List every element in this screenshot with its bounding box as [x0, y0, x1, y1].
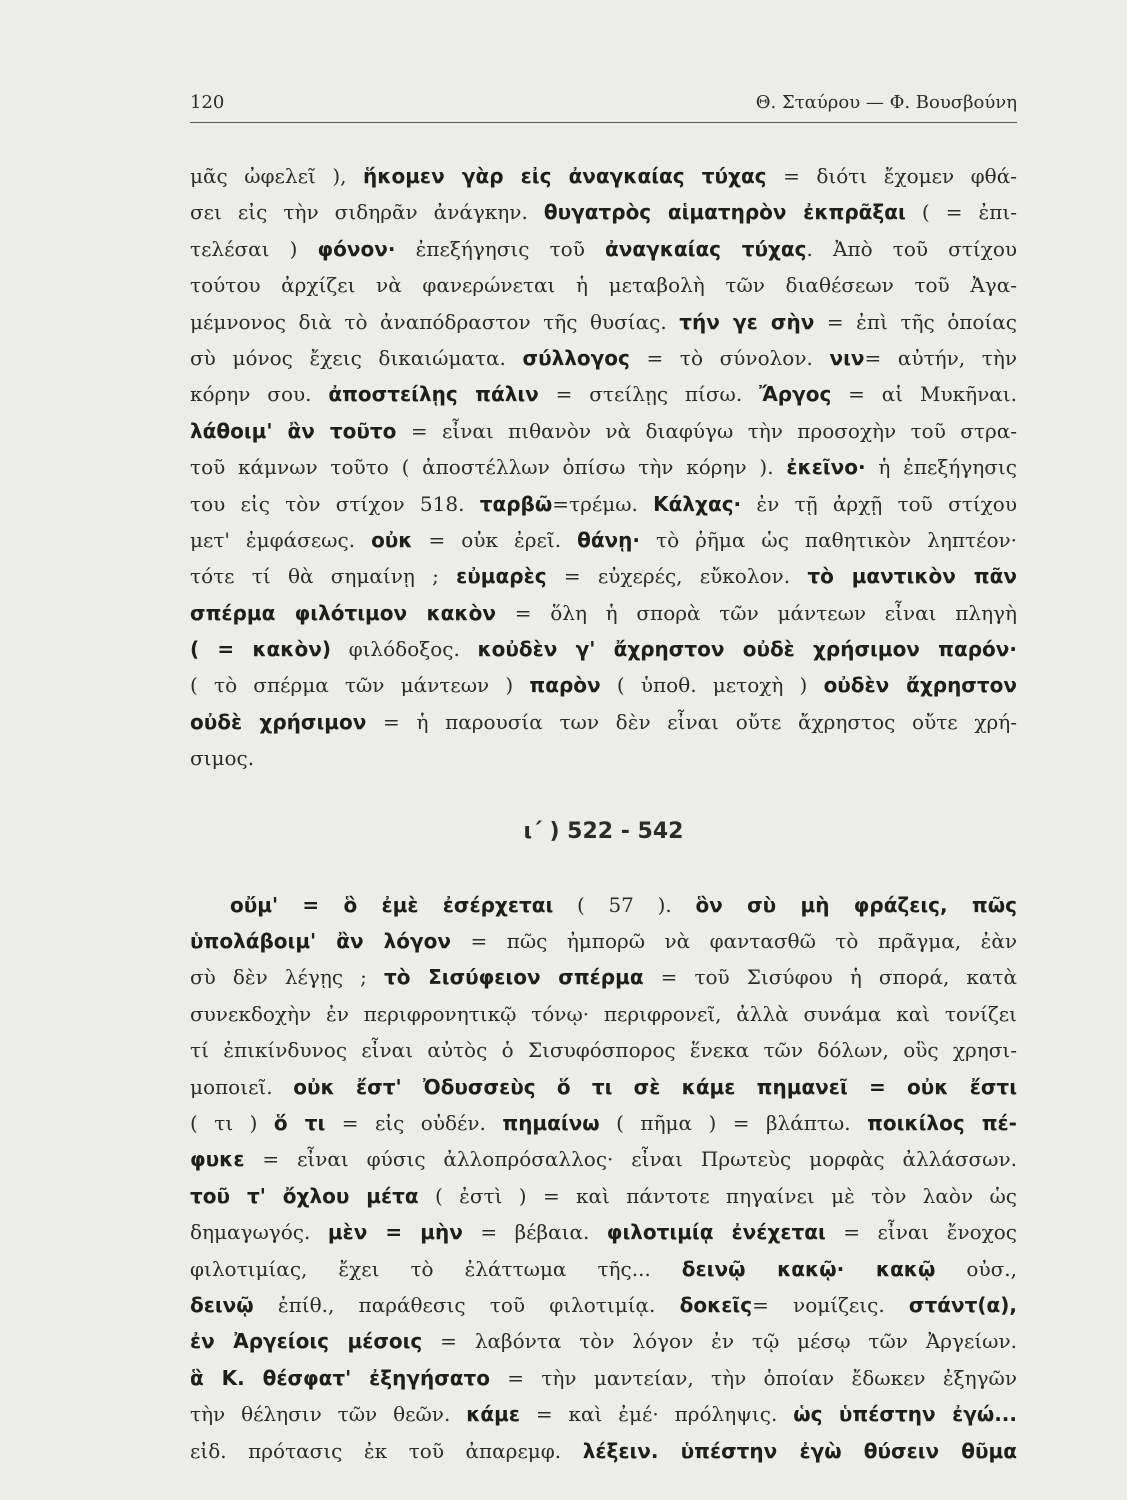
text-line: [190, 522, 1017, 558]
text-line: [190, 704, 1017, 740]
text-line: [190, 194, 1017, 230]
lemma-bold: ὃν σὺ μὴ φράζεις, πῶς: [695, 892, 1017, 917]
gloss-text: φιλοτιμίας, ἔχει τὸ ἐλάττωμα τῆς...: [190, 1256, 682, 1281]
text-line: [190, 595, 1017, 631]
lemma-bold: ἃ Κ. θέσφατ' ἐξηγήσατο: [190, 1365, 491, 1390]
paragraph-commentary-2: [190, 887, 1017, 1469]
gloss-text: = καὶ ἐμέ· πρόληψις.: [520, 1402, 794, 1427]
lemma-bold: πημαίνω: [502, 1110, 600, 1135]
text-line: [190, 887, 1017, 923]
gloss-text: σὺ μόνος ἔχεις δικαιώματα.: [190, 345, 523, 370]
text-line: [190, 304, 1017, 340]
page-number: 120: [190, 92, 225, 113]
gloss-text: σιμος.: [190, 746, 255, 771]
gloss-text: μᾶς ὠφελεῖ ),: [190, 164, 364, 188]
gloss-text: ( ἐστὶ ) = καὶ πάντοτε πηγαίνει μὲ τὸν λαὸν ὡς: [418, 1183, 1017, 1208]
gloss-text: τὸ ῥῆμα ὡς παθητικὸν ληπτέον·: [640, 527, 1017, 552]
gloss-text: = ὅλη ἡ σπορὰ τῶν μάντεων εἶναι πληγὴ: [496, 600, 1017, 625]
text-line: [190, 631, 1017, 667]
gloss-text: ἐν τῇ ἀρχῇ τοῦ στίχου: [741, 491, 1017, 516]
text-line: [190, 413, 1017, 449]
section-title: ι΄ ) 522 - 542: [523, 818, 684, 844]
text-line: [190, 1032, 1017, 1068]
gloss-text: τοῦ κάμνων τοῦτο ( ἀποστέλλων ὀπίσω τὴν κόρην ).: [190, 455, 787, 480]
gloss-text: = διότι ἔχομεν φθά-: [766, 164, 1017, 188]
lemma-bold: δοκεῖς: [679, 1292, 753, 1317]
text-line: [190, 740, 1017, 776]
lemma-bold: φυκε: [190, 1147, 245, 1172]
text-line: [190, 340, 1017, 376]
lemma-bold: δεινῷ κακῷ· κακῷ: [681, 1256, 936, 1281]
gloss-text: = εἶναι πιθανὸν νὰ διαφύγω τὴν προσοχὴν τοῦ στρα-: [396, 418, 1018, 443]
text-line: [190, 1287, 1017, 1323]
gloss-text: = εἰς οὐδέν.: [325, 1110, 503, 1135]
lemma-bold: οὐκ: [371, 527, 413, 552]
lemma-bold: ἥκομεν γὰρ εἰς ἀναγκαίας τύχας: [363, 164, 767, 188]
lemma-bold: φιλοτιμίᾳ ἐνέχεται: [606, 1220, 826, 1245]
lemma-bold: Κάλχας·: [653, 491, 742, 516]
text-line: [190, 667, 1017, 703]
lemma-bold: τὸ Σισύφειον σπέρμα: [383, 965, 644, 990]
gloss-text: ( 57 ).: [553, 892, 696, 917]
lemma-bold: λέξειν. ὑπέστην ἐγὼ θύσειν θῦμα: [582, 1438, 1017, 1463]
lemma-bold: κάμε: [466, 1402, 521, 1427]
lemma-bold: σύλλογος: [522, 345, 630, 370]
text-line: [190, 1178, 1017, 1214]
lemma-bold: τὸ μαντικὸν πᾶν: [807, 564, 1017, 589]
lemma-bold: ἐκεῖνο·: [786, 455, 866, 480]
lemma-bold: σπέρμα φιλότιμον κακὸν: [190, 600, 496, 625]
lemma-bold: ( = κακὸν): [190, 637, 331, 662]
gloss-text: = οὐκ ἐρεῖ.: [412, 527, 578, 552]
lemma-bold: ὑπολάβοιμ' ἂν λόγον: [190, 929, 452, 954]
lemma-bold: τοῦ τ' ὄχλου μέτα: [190, 1183, 419, 1208]
lemma-bold: εὐμαρὲς: [456, 564, 547, 589]
gloss-text: ἐπίθ., παράθεσις τοῦ φιλοτιμίᾳ.: [253, 1292, 680, 1317]
lemma-bold: νιν: [829, 345, 865, 370]
gloss-text: τούτου ἀρχίζει νὰ φανερώνεται ἡ μεταβολὴ τῶν διαθέσεων τοῦ Ἀγα-: [190, 273, 1017, 298]
gloss-text: ( τὸ σπέρμα τῶν μάντεων ): [190, 673, 530, 698]
gloss-text: ( τι ): [190, 1110, 274, 1135]
text-line: [190, 1323, 1017, 1359]
gloss-text: σει εἰς τὴν σιδηρᾶν ἀνάγκην.: [190, 200, 544, 225]
gloss-text: = νομίζεις.: [752, 1292, 909, 1317]
gloss-text: = στείλῃς πίσω.: [538, 382, 760, 407]
text-line: [190, 1214, 1017, 1250]
gloss-text: τί ἐπικίνδυνος εἶναι αὐτὸς ὁ Σισυφόσπορος ἕνεκα τῶν δόλων, οὓς χρησι-: [190, 1038, 1017, 1063]
text-line: [190, 158, 1017, 194]
gloss-text: φιλόδοξος.: [330, 637, 478, 662]
gloss-text: = αἱ Μυκῆναι.: [831, 382, 1017, 407]
gloss-text: ἡ ἐπεξήγησις: [865, 455, 1017, 480]
gloss-text: = εἶναι φύσις ἀλλοπρόσαλλος· εἶναι Πρωτεὺς μορφὰς ἀλλάσσων.: [244, 1147, 1017, 1172]
gloss-text: = πῶς ἠμπορῶ νὰ φαντασθῶ τὸ πρᾶγμα, ἐὰν: [451, 929, 1017, 954]
gloss-text: =τρέμω.: [552, 491, 654, 516]
text-line: [190, 449, 1017, 485]
page-header: [190, 92, 1017, 123]
text-line: [190, 1141, 1017, 1177]
gloss-text: εἰδ. πρότασις ἐκ τοῦ ἀπαρεμφ.: [190, 1438, 583, 1463]
text-line: [190, 486, 1017, 522]
lemma-bold: ποικίλος πέ-: [867, 1110, 1017, 1135]
gloss-text: συνεκδοχὴν ἐν περιφρονητικῷ τόνῳ· περιφρονεῖ, ἀλλὰ συνάμα καὶ τονίζει: [190, 1001, 1017, 1026]
lemma-bold: Ἄργος: [759, 382, 832, 407]
gloss-text: = αὐτήν, τὴν: [864, 345, 1017, 370]
text-line: [190, 1105, 1017, 1141]
gloss-text: ( = ἐπι-: [905, 200, 1018, 225]
gloss-text: ( πῆμα ) = βλάπτω.: [599, 1110, 868, 1135]
gloss-text: = βέβαια.: [462, 1220, 607, 1245]
gloss-text: κόρην σου.: [190, 382, 329, 407]
gloss-text: = τὴν μαντείαν, τὴν ὁποίαν ἔδωκεν ἐξηγῶν: [490, 1365, 1017, 1390]
gloss-text: μέμνονος διὰ τὸ ἀναπόδραστον τῆς θυσίας.: [190, 309, 680, 334]
lemma-bold: τήν γε σὴν: [679, 309, 815, 334]
gloss-text: ( ὑποθ. μετοχὴ ): [600, 673, 824, 698]
gloss-text: μετ' ἐμφάσεως.: [190, 527, 372, 552]
text-line: [190, 1433, 1017, 1469]
text-line: [190, 558, 1017, 594]
lemma-bold: ἀποστείλῃς πάλιν: [328, 382, 539, 407]
gloss-text: = ἡ παρουσία των δὲν εἶναι οὔτε ἄχρηστος οὔτε χρή-: [366, 709, 1017, 734]
lemma-bold: ὡς ὑπέστην ἐγώ...: [793, 1402, 1017, 1427]
text-line: [190, 1069, 1017, 1105]
gloss-text: σὺ δὲν λέγῃς ;: [190, 965, 384, 990]
gloss-text: του εἰς τὸν στίχον 518.: [190, 491, 480, 516]
text-body: [190, 158, 1017, 1469]
text-line: [190, 1360, 1017, 1396]
gloss-text: = ἐπὶ τῆς ὁποίας: [814, 309, 1017, 334]
lemma-bold: ὅ τι: [273, 1110, 326, 1135]
lemma-bold: μὲν = μὴν: [327, 1220, 463, 1245]
lemma-bold: κοὐδὲν γ' ἄχρηστον οὐδὲ χρήσιμον παρόν·: [477, 637, 1017, 662]
running-title: Θ. Σταύρου — Φ. Βουσβούνη: [755, 92, 1017, 113]
text-line: [190, 996, 1017, 1032]
lemma-bold: δεινῷ: [190, 1292, 254, 1317]
paragraph-commentary-1: [190, 158, 1017, 777]
lemma-bold: οὐδὲν ἄχρηστον: [823, 673, 1018, 698]
text-line: [190, 376, 1017, 412]
gloss-text: τὴν θέλησιν τῶν θεῶν.: [190, 1402, 467, 1427]
lemma-bold: λάθοιμ' ἂν τοῦτο: [190, 418, 397, 443]
lemma-bold: θάνῃ·: [577, 527, 641, 552]
text-line: [190, 267, 1017, 303]
lemma-bold: θυγατρὸς αἱματηρὸν ἐκπρᾶξαι: [543, 200, 906, 225]
gloss-text: ἐπεξήγησις τοῦ: [395, 236, 605, 261]
lemma-bold: οὐδὲ χρήσιμον: [190, 709, 367, 734]
gloss-text: τότε τί θὰ σημαίνῃ ;: [190, 564, 457, 589]
gloss-text: δημαγωγός.: [190, 1220, 328, 1245]
text-line: [190, 959, 1017, 995]
lemma-bold: στάντ(α),: [908, 1292, 1017, 1317]
gloss-text: = εὐχερές, εὔκολον.: [546, 564, 808, 589]
lemma-bold: οὐκ ἔστ' Ὀδυσσεὺς ὅ τι σὲ κάμε πημανεῖ = οὐκ ἔστι: [293, 1074, 1017, 1099]
gloss-text: τελέσαι ): [190, 236, 318, 261]
lemma-bold: ἀναγκαίας τύχας: [604, 236, 807, 261]
lemma-bold: φόνον·: [317, 236, 396, 261]
gloss-text: οὐσ.,: [935, 1256, 1017, 1281]
gloss-text: = εἶναι ἔνοχος: [825, 1220, 1018, 1245]
gloss-text: μοποιεῖ.: [190, 1074, 294, 1099]
gloss-text: . Ἀπὸ τοῦ στίχου: [806, 236, 1018, 261]
gloss-text: = τοῦ Σισύφου ἡ σπορά, κατὰ: [643, 965, 1018, 990]
lemma-bold: παρὸν: [529, 673, 601, 698]
gloss-text: = λαβόντα τὸν λόγον ἐν τῷ μέσῳ τῶν Ἀργείων.: [422, 1329, 1017, 1354]
lemma-bold: ἐν Ἀργείοις μέσοις: [190, 1329, 423, 1354]
text-line: [190, 1396, 1017, 1432]
text-line: [190, 923, 1017, 959]
lemma-bold: ταρβῶ: [479, 491, 553, 516]
gloss-text: = τὸ σύνολον.: [629, 345, 830, 370]
text-line: [190, 231, 1017, 267]
text-line: [190, 1251, 1017, 1287]
lemma-bold: οὔμ' = ὃ ἐμὲ ἐσέρχεται: [230, 892, 554, 917]
